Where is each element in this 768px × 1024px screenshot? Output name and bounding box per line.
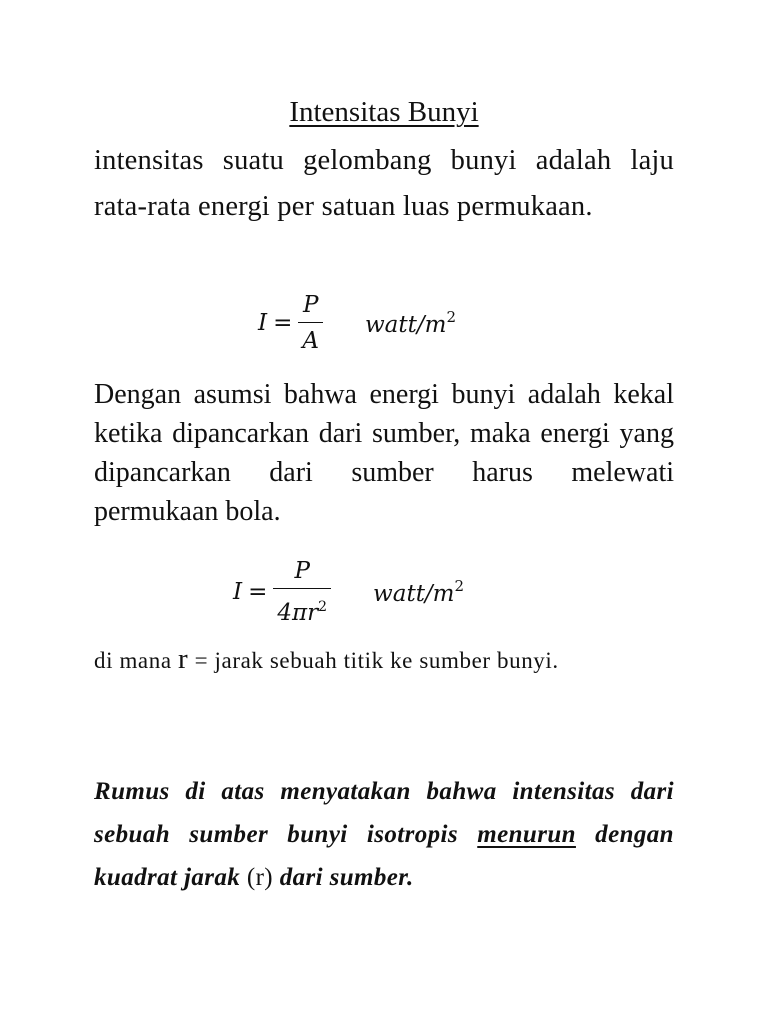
variable-definition [94, 640, 674, 680]
page-title: Intensitas Bunyi [289, 96, 479, 128]
sphere-intensity-formula [233, 552, 464, 632]
fraction-denominator: A [298, 322, 323, 355]
conclusion-paren-r: (r) [246, 864, 274, 891]
formula-lhs: I [233, 579, 243, 605]
fraction-numerator: P [294, 558, 310, 584]
formula-fraction [298, 291, 323, 355]
definition-paragraph: intensitas suatu gelombang bunyi adalah laju rata-rata energi per satuan luas permukaan. [94, 145, 674, 222]
intensity-formula [258, 286, 456, 360]
unit-exponent: 2 [454, 577, 465, 595]
formula-unit [365, 308, 456, 338]
assumption-paragraph: Dengan asumsi bahwa energi bunyi adalah kekal ketika dipancarkan dari sumber, maka energi yang dipancarkan dari sumber harus melewati permukaan bola. [94, 379, 674, 527]
unit-text: watt/m [365, 312, 447, 338]
formula-fraction [273, 557, 331, 627]
conclusion-part2: dengan kuadrat jarak [94, 821, 674, 891]
formula-equals: = [273, 310, 293, 336]
conclusion-underlined: menurun [477, 821, 576, 848]
fraction-numerator: P [302, 292, 319, 318]
conclusion-part3: dari sumber. [273, 864, 414, 891]
formula-lhs: I [258, 310, 268, 336]
formula-equals: = [248, 579, 268, 605]
where-variable: r [178, 643, 189, 675]
unit-exponent: 2 [446, 308, 456, 326]
conclusion-part1: Rumus di atas menyatakan bahwa intensitas dari sebuah sumber bunyi isotropis [94, 778, 674, 848]
unit-text: watt/m [373, 581, 455, 607]
conclusion-paragraph [94, 770, 674, 899]
where-prefix: di mana [94, 648, 178, 673]
denominator-exponent: 2 [318, 599, 328, 615]
denominator-text: 4πr [277, 600, 319, 626]
where-suffix: = jarak sebuah titik ke sumber bunyi. [188, 648, 559, 673]
formula-unit [373, 577, 464, 607]
fraction-denominator [273, 588, 331, 627]
